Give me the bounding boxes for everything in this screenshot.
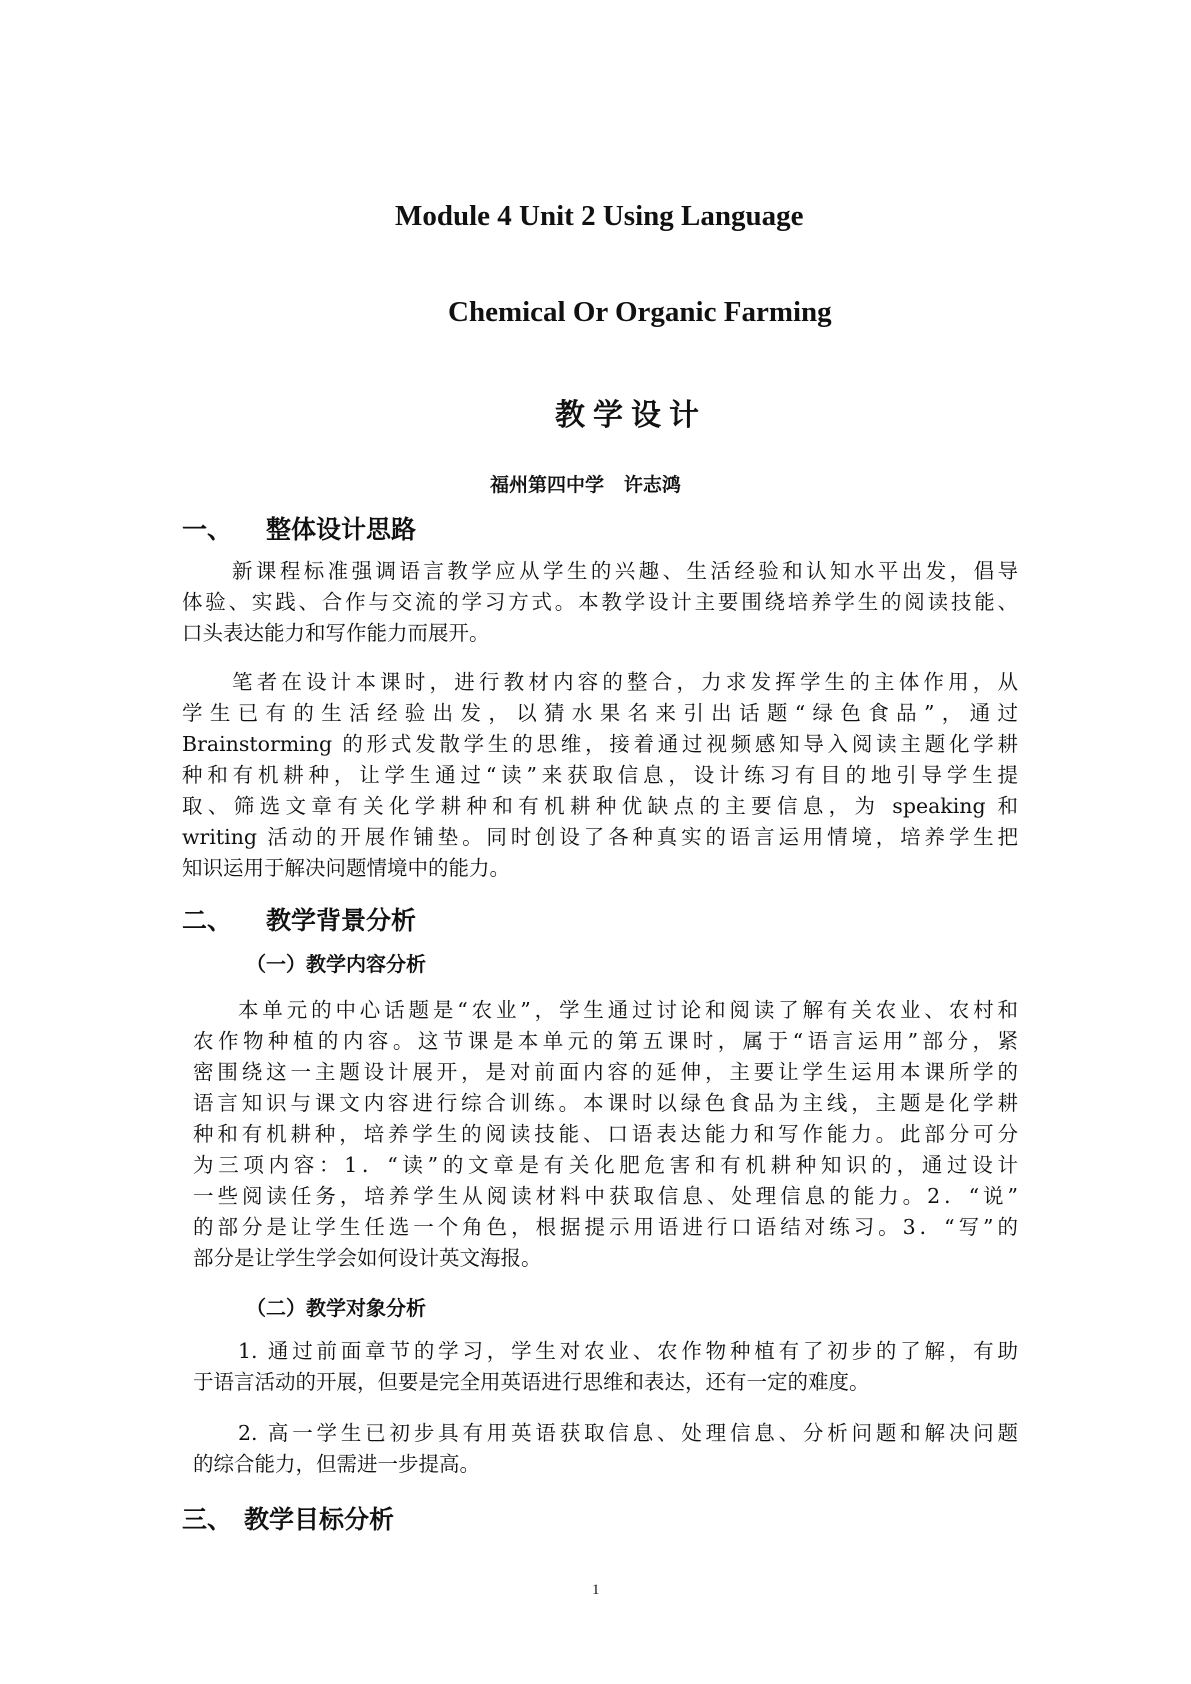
section-3-number: 三、 [182, 1505, 233, 1534]
paragraph-line: 的部分是让学生任选一个角色，根据提示用语进行口语结对练习。3．“写”的 [193, 1215, 1018, 1239]
section-2-title: 教学背景分析 [266, 906, 417, 935]
section-1-paragraph-2 [182, 667, 1018, 884]
section-1-title: 整体设计思路 [266, 515, 417, 544]
section-2-number: 二、 [182, 906, 233, 935]
paragraph-line: 1. 通过前面章节的学习，学生对农业、农作物种植有了初步的了解，有助 [238, 1339, 1018, 1363]
section-1-heading [182, 510, 416, 546]
paragraph-line: 2. 高一学生已初步具有用英语获取信息、处理信息、分析问题和解决问题 [238, 1421, 1018, 1445]
document-title-line1: Module 4 Unit 2 Using Language [395, 200, 804, 232]
paragraph-line: 新课程标准强调语言教学应从学生的兴趣、生活经验和认知水平出发，倡导 [232, 559, 1018, 583]
paragraph-line: 种和有机耕种，让学生通过“读”来获取信息，设计练习有目的地引导学生提 [182, 763, 1018, 787]
paragraph-line: 语言知识与课文内容进行综合训练。本课时以绿色食品为主线，主题是化学耕 [193, 1091, 1018, 1115]
paragraph-line: 的综合能力，但需进一步提高。 [193, 1452, 480, 1476]
paragraph-line: 学生已有的生活经验出发，以猜水果名来引出话题“绿色食品”，通过 [182, 701, 1018, 725]
subsection-2-2-paragraph-2 [193, 1418, 1018, 1480]
page-number: 1 [592, 1582, 600, 1598]
subsection-2-2-title: （二）教学对象分析 [246, 1296, 426, 1320]
paragraph-line: 知识运用于解决问题情境中的能力。 [182, 856, 510, 880]
section-3-heading [182, 1500, 394, 1536]
paragraph-line: writing 活动的开展作铺垫。同时创设了各种真实的语言运用情境，培养学生把 [182, 825, 1018, 849]
paragraph-line: 部分是让学生学会如何设计英文海报。 [193, 1246, 542, 1270]
section-1-paragraph-1 [182, 556, 1018, 649]
subsection-2-2-paragraph-1 [193, 1336, 1018, 1398]
paragraph-line: 笔者在设计本课时，进行教材内容的整合，力求发挥学生的主体作用，从 [232, 670, 1018, 694]
paragraph-line: 于语言活动的开展，但要是完全用英语进行思维和表达，还有一定的难度。 [193, 1370, 870, 1394]
paragraph-line: 密围绕这一主题设计展开，是对前面内容的延伸，主要让学生运用本课所学的 [193, 1060, 1018, 1084]
paragraph-line: Brainstorming 的形式发散学生的思维，接着通过视频感知导入阅读主题化学耕 [182, 732, 1018, 756]
section-1-number: 一、 [182, 515, 233, 544]
document-title-cn: 教学设计 [555, 398, 707, 433]
subsection-2-1-title: （一）教学内容分析 [246, 952, 426, 976]
author-line: 福州第四中学 许志鸿 [490, 474, 681, 496]
paragraph-line: 一些阅读任务，培养学生从阅读材料中获取信息、处理信息的能力。2．“说” [193, 1184, 1018, 1208]
paragraph-line: 农作物种植的内容。这节课是本单元的第五课时，属于“语言运用”部分，紧 [193, 1029, 1018, 1053]
paragraph-line: 种和有机耕种，培养学生的阅读技能、口语表达能力和写作能力。此部分可分 [193, 1122, 1018, 1146]
subsection-2-1-paragraph [193, 995, 1018, 1274]
paragraph-line: 为三项内容：1．“读”的文章是有关化肥危害和有机耕种知识的，通过设计 [193, 1153, 1018, 1177]
paragraph-line: 取、筛选文章有关化学耕种和有机耕种优缺点的主要信息，为 speaking 和 [182, 794, 1018, 818]
section-3-title: 教学目标分析 [244, 1505, 395, 1534]
paragraph-line: 体验、实践、合作与交流的学习方式。本教学设计主要围绕培养学生的阅读技能、 [182, 590, 1018, 614]
paragraph-line: 口头表达能力和写作能力而展开。 [182, 621, 490, 645]
paragraph-line: 本单元的中心话题是“农业”，学生通过讨论和阅读了解有关农业、农村和 [238, 998, 1018, 1022]
document-title-line2: Chemical Or Organic Farming [448, 296, 832, 328]
section-2-heading [182, 901, 416, 937]
